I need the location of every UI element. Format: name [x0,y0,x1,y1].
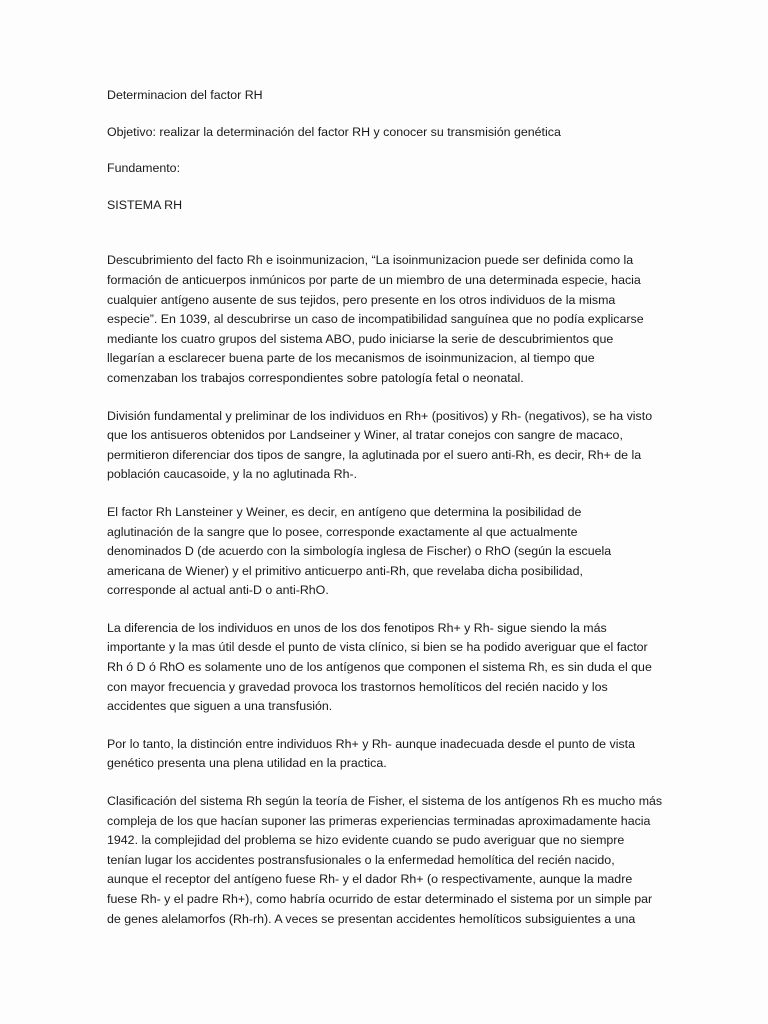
paragraph-line: comenzaban los trabajos correspondientes sobre patología fetal o neonatal. [107,370,524,385]
paragraph-line: tenían lugar los accidentes postransfusionales o la enfermedad hemolítica del recién nacido, [107,852,615,867]
paragraph-line: llegarían a esclarecer buena parte de los mecanismos de isoinmunizacion, al tiempo que [107,351,595,366]
paragraph-line: mediante los cuatro grupos del sistema ABO, pudo iniciarse la serie de descubrimientos que [107,331,614,346]
paragraph-line: denominados D (de acuerdo con la simbología inglesa de Fischer) o RhO (según la escuela [107,544,612,559]
paragraph-difference [107,619,663,717]
paragraph-line: especie”. En 1039, al descubrirse un caso de incompatibilidad sanguínea que no podía explicarse [107,312,644,327]
paragraph-line: que los antisueros obtenidos por Landseiner y Winer, al tratar conejos con sangre de macaco, [107,428,623,443]
paragraph-line: La diferencia de los individuos en unos de los dos fenotipos Rh+ y Rh- sigue siendo la más [107,620,607,635]
paragraph-line: permitieron diferenciar dos tipos de sangre, la aglutinada por el suero anti-Rh, es decir, Rh+ de la [107,447,642,462]
section-heading: SISTEMA RH [107,197,183,212]
paragraph-line: El factor Rh Lansteiner y Weiner, es decir, en antígeno que determina la posibilidad de [107,504,582,519]
paragraph-line: población caucasoide, y la no aglutinada Rh-. [107,467,358,482]
paragraph-line: fuese Rh- y el padre Rh+), como habría ocurrido de estar determinado el sistema por un simple par [107,892,653,906]
paragraph-line: 1942. la complejidad del problema se hizo evidente cuando se pudo averiguar que no siempre [107,833,625,848]
paragraph-line: Rh ó D ó RhO es solamente uno de los antígenos que componen el sistema Rh, es sin duda el que [107,660,652,675]
document-body [107,86,663,929]
foundation-heading: Fundamento: [107,161,181,176]
paragraph-discovery [107,251,663,388]
paragraph-line: compleja de los que hacían suponer las primeras experiencias terminadas aproximadamente hacia [107,813,651,828]
paragraph-line: corresponde al actual anti-D o anti-RhO. [107,583,329,598]
paragraphs [107,251,663,929]
paragraph-line: formación de anticuerpos inmúnicos por parte de un miembro de una determinada especie, hacia [107,272,641,287]
paragraph-line: División fundamental y preliminar de los individuos en Rh+ (positivos) y Rh- (negativos), se ha visto [107,408,653,423]
paragraph-line: aglutinación de la sangre que lo posee, corresponde exactamente al que actualmente [107,524,578,539]
paragraph-factor-rh [107,503,663,601]
paragraph-line: Clasificación del sistema Rh según la teoría de Fisher, el sistema de los antígenos Rh es mucho más [107,794,663,809]
objective-line: Objetivo: realizar la determinación del factor RH y conocer su transmisión genética [107,124,561,139]
document-title: Determinacion del factor RH [107,88,263,102]
paragraph-line: cualquier antígeno ausente de sus tejidos, pero presente en los otros individuos de la misma [107,292,616,307]
paragraph-line: americana de Wiener) y el primitivo anticuerpo anti-Rh, que revelaba dicha posibilidad, [107,563,583,578]
paragraph-line: con mayor frecuencia y gravedad provoca los trastornos hemolíticos del recién nacido y los [107,679,608,694]
paragraph-line: genético presenta una plena utilidad en la practica. [107,756,387,771]
paragraph-line: accidentes que siguen a una transfusión. [107,699,333,714]
paragraph-line: de genes alelamorfos (Rh-rh). A veces se presentan accidentes hemolíticos subsiguientes a una [107,911,636,926]
paragraph-classification [107,792,663,929]
paragraph-line: Por lo tanto, la distinción entre individuos Rh+ y Rh- aunque inadecuada desde el punto de vista [107,736,635,751]
paragraph-line: Descubrimiento del facto Rh e isoinmunizacion, “La isoinmunizacion puede ser definida como la [107,253,634,268]
paragraph-line: aunque el receptor del antígeno fuese Rh- y el dador Rh+ (o respectivamente, aunque la madre [107,872,633,887]
paragraph-line: importante y la mas útil desde el punto de vista clínico, si bien se ha podido averiguar que el factor [107,640,648,655]
paragraph-distinction [107,735,663,774]
paragraph-division [107,407,663,485]
